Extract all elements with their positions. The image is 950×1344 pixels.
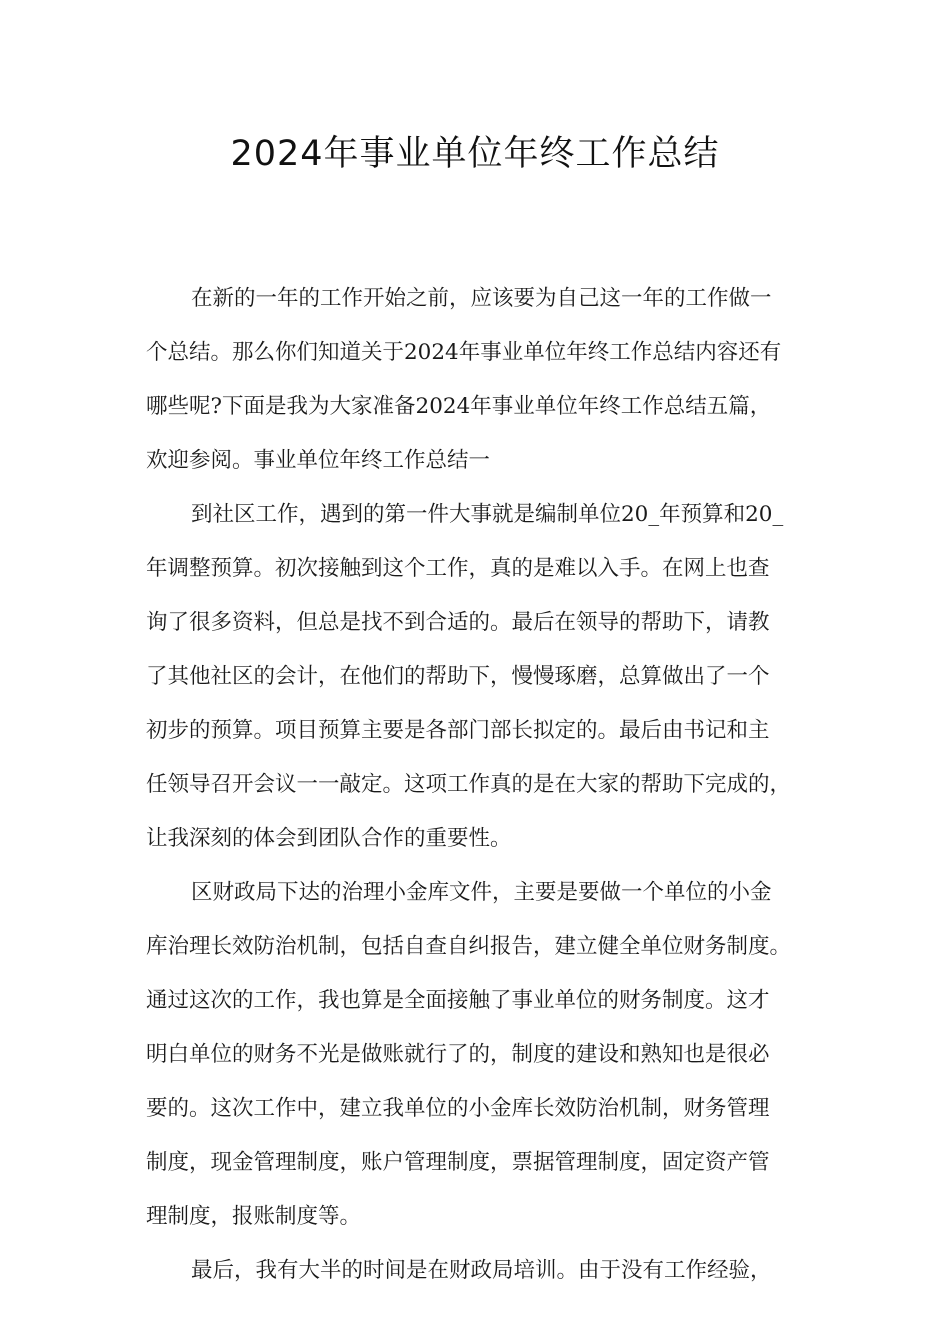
text-line: 库治理长效防治机制，包括自查自纠报告，建立健全单位财务制度。 xyxy=(146,934,792,959)
text-line: 了其他社区的会计，在他们的帮助下，慢慢琢磨，总算做出了一个 xyxy=(146,664,770,689)
text-line: 哪些呢?下面是我为大家准备2024年事业单位年终工作总结五篇， xyxy=(146,394,772,419)
document-title: 2024年事业单位年终工作总结 xyxy=(230,134,720,174)
text-line: 理制度，报账制度等。 xyxy=(146,1204,362,1229)
text-line: 通过这次的工作，我也算是全面接触了事业单位的财务制度。这才 xyxy=(146,988,770,1013)
text-line: 到社区工作，遇到的第一件大事就是编制单位20_年预算和20_ xyxy=(191,502,784,527)
text-line: 个总结。那么你们知道关于2024年事业单位年终工作总结内容还有 xyxy=(146,340,782,365)
text-line: 初步的预算。项目预算主要是各部门部长拟定的。最后由书记和主 xyxy=(146,718,770,743)
text-line: 年调整预算。初次接触到这个工作，真的是难以入手。在网上也查 xyxy=(146,556,770,581)
text-line: 询了很多资料，但总是找不到合适的。最后在领导的帮助下，请教 xyxy=(146,610,770,635)
text-line: 明白单位的财务不光是做账就行了的，制度的建设和熟知也是很必 xyxy=(146,1042,770,1067)
text-line: 任领导召开会议一一敲定。这项工作真的是在大家的帮助下完成的， xyxy=(146,772,792,797)
text-line: 在新的一年的工作开始之前，应该要为自己这一年的工作做一 xyxy=(191,286,772,311)
text-line: 让我深刻的体会到团队合作的重要性。 xyxy=(146,826,512,851)
text-line: 制度，现金管理制度，账户管理制度，票据管理制度，固定资产管 xyxy=(146,1150,770,1175)
text-line: 欢迎参阅。事业单位年终工作总结一 xyxy=(146,448,491,473)
text-line: 最后，我有大半的时间是在财政局培训。由于没有工作经验， xyxy=(191,1258,772,1283)
text-line: 区财政局下达的治理小金库文件，主要是要做一个单位的小金 xyxy=(191,880,772,905)
text-line: 要的。这次工作中，建立我单位的小金库长效防治机制，财务管理 xyxy=(146,1096,770,1121)
document-body xyxy=(146,272,818,1298)
